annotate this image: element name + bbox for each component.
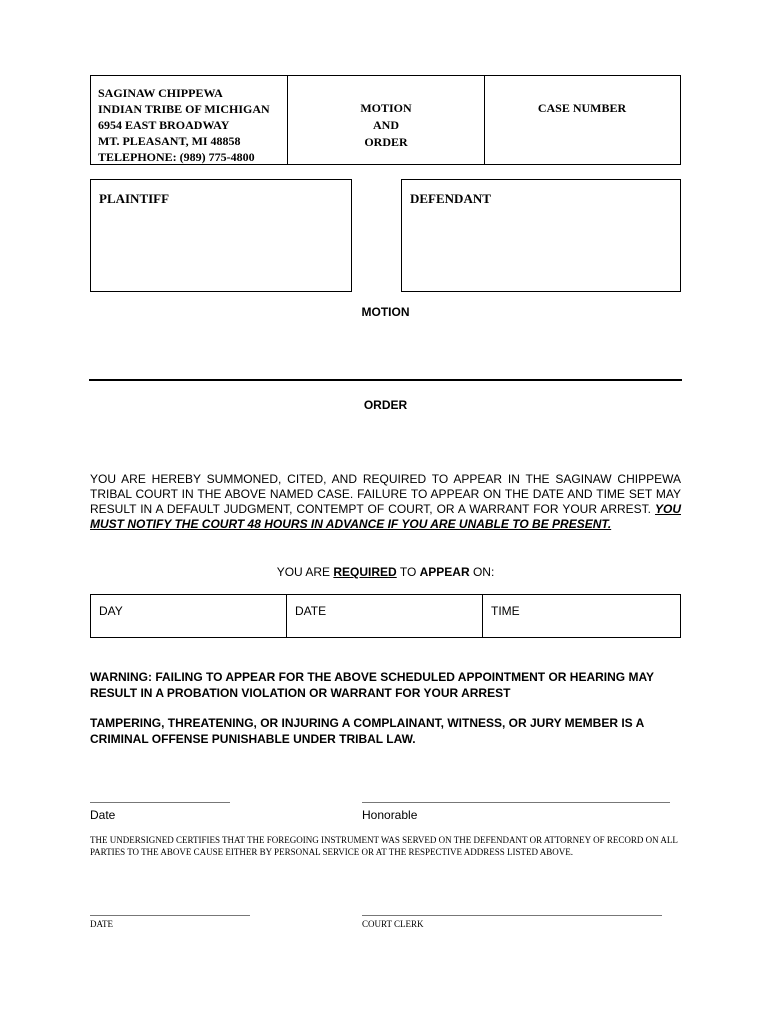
title-line: ORDER	[364, 135, 408, 149]
required-to-appear-line	[90, 565, 681, 579]
document-title-cell	[288, 76, 485, 164]
case-number-label: CASE NUMBER	[537, 101, 627, 115]
order-heading: ORDER	[363, 398, 408, 412]
title-line: MOTION	[360, 101, 412, 115]
service-date-signature[interactable]	[90, 915, 250, 929]
title-line: AND	[373, 118, 399, 132]
org-name-line: INDIAN TRIBE OF MICHIGAN	[98, 102, 270, 116]
summons-emphasis: YOU MUST NOTIFY THE COURT 48 HOURS IN ADVANCE IF YOU ARE UNABLE TO BE PRESENT.	[90, 502, 681, 531]
court-address-cell	[91, 76, 288, 164]
day-label: DAY	[99, 604, 123, 618]
required-word: REQUIRED	[333, 565, 397, 579]
required-prefix: YOU ARE	[276, 565, 334, 579]
court-clerk-signature[interactable]	[362, 915, 662, 929]
signature-line	[90, 802, 230, 803]
time-field[interactable]	[483, 595, 679, 637]
appear-word: APPEAR	[419, 565, 470, 579]
honorable-signature[interactable]	[362, 802, 670, 822]
warning-tampering: TAMPERING, THREATENING, OR INJURING A COMPLAINANT, WITNESS, OR JURY MEMBER IS A CRIMINAL OFFENSE PUNISHABLE UNDER TRIBAL LAW.	[90, 716, 644, 746]
plaintiff-box[interactable]	[90, 179, 352, 292]
required-middle: TO	[396, 565, 420, 579]
signature-line	[90, 915, 250, 916]
judge-date-signature[interactable]	[90, 802, 230, 822]
required-suffix: ON:	[469, 565, 495, 579]
service-date-label: DATE	[90, 919, 113, 929]
date-field[interactable]	[287, 595, 483, 637]
address-city: MT. PLEASANT, MI 48858	[98, 134, 241, 148]
warning-failure-to-appear: WARNING: FAILING TO APPEAR FOR THE ABOVE SCHEDULED APPOINTMENT OR HEARING MAY RESULT IN A PROBATION VIOLATION OR WARRANT FOR YOUR ARREST	[90, 670, 654, 700]
time-label: TIME	[491, 604, 520, 618]
address-street: 6954 EAST BROADWAY	[98, 118, 230, 132]
summons-paragraph	[90, 472, 681, 532]
defendant-label: DEFENDANT	[410, 191, 491, 206]
motion-heading: MOTION	[361, 305, 410, 319]
date-label: DATE	[295, 604, 327, 618]
org-name-line: SAGINAW CHIPPEWA	[98, 86, 223, 100]
signature-line	[362, 802, 670, 803]
section-divider	[89, 379, 682, 381]
defendant-box[interactable]	[401, 179, 681, 292]
day-field[interactable]	[91, 595, 287, 637]
appearance-table	[90, 594, 681, 638]
signature-line	[362, 915, 662, 916]
telephone: TELEPHONE: (989) 775-4800	[98, 150, 255, 164]
case-number-cell[interactable]	[485, 76, 679, 164]
certification-paragraph: THE UNDERSIGNED CERTIFIES THAT THE FOREGOING INSTRUMENT WAS SERVED ON THE DEFENDANT OR ATTORNEY OF RECORD ON ALL PARTIES TO THE ABOVE CAUSE EITHER BY PERSONAL SERVICE OR AT THE RESPECTIVE ADDRESS LISTED ABOVE.	[90, 835, 678, 857]
summons-text: YOU ARE HEREBY SUMMONED, CITED, AND REQUIRED TO APPEAR IN THE SAGINAW CHIPPEWA TRIBAL COURT IN THE ABOVE NAMED CASE. FAILURE TO APPEAR ON THE DATE AND TIME SET MAY RESULT IN A DEFAULT JUDGMENT, CONTEMPT OF COURT, OR A WARRANT FOR YOUR ARREST.	[90, 472, 681, 516]
court-clerk-label: COURT CLERK	[362, 919, 424, 929]
plaintiff-label: PLAINTIFF	[99, 191, 170, 206]
header-table	[90, 75, 681, 165]
date-signature-label: Date	[90, 808, 116, 822]
honorable-label: Honorable	[362, 808, 418, 822]
